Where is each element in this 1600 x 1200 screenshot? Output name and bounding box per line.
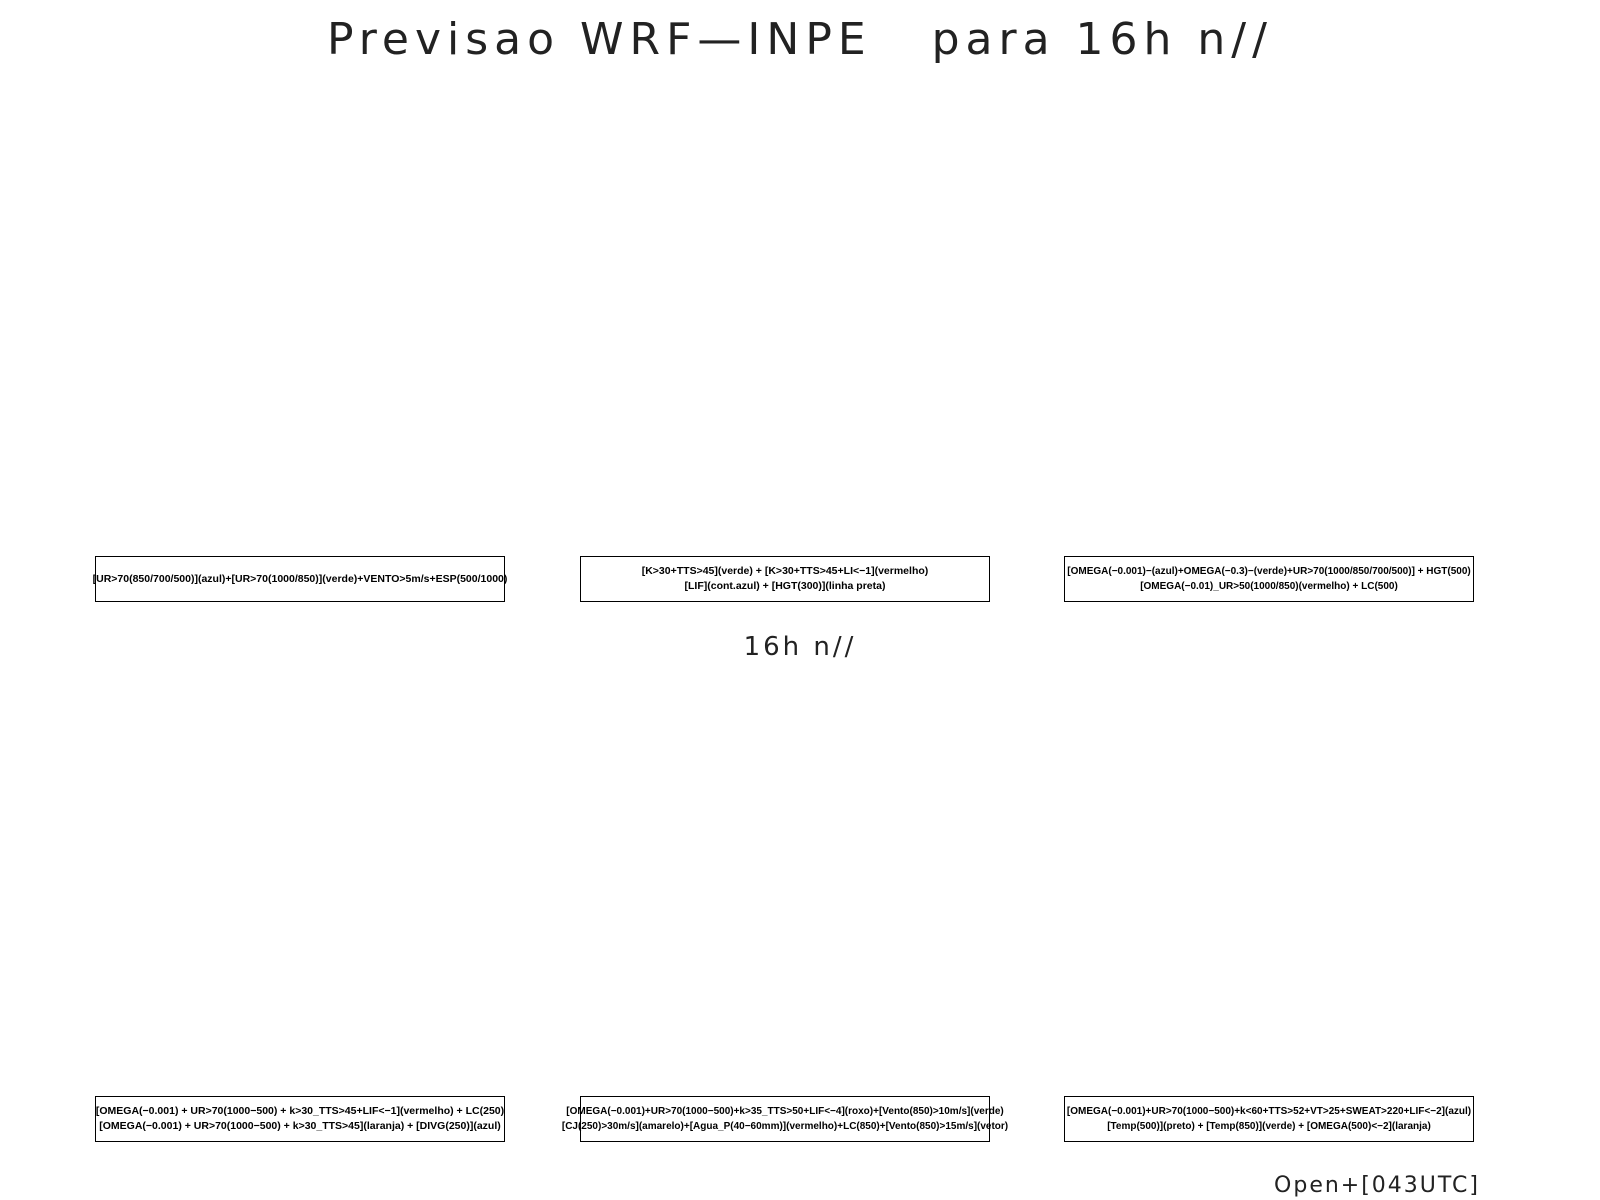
legend-line: [UR>70(850/700/500)](azul)+[UR>70(1000/850)](verde)+VENTO>5m/s+ESP(500/1000)	[92, 572, 508, 585]
legend-box-ur-vento-esp	[92, 556, 508, 602]
legend-line: [CJ(250)>30m/s](amarelo)+[Agua_P(40−60mm)](vermelho)+LC(850)+[Vento(850)>15m/s](vetor)	[561, 1121, 1009, 1132]
legend-line: [OMEGA(−0.001)+UR>70(1000−500)+k<60+TTS>52+VT>25+SWEAT>220+LIF<−2](azul)	[1066, 1106, 1472, 1117]
legend-box-omega-ur-k-tts-lif-lc	[95, 1096, 505, 1142]
page-title: Previsao WRF—INPE para 16h n//	[327, 14, 1273, 65]
legend-line: [OMEGA(−0.001) + UR>70(1000−500) + k>30_TTS>45](laranja) + [DIVG(250)](azul)	[99, 1120, 501, 1132]
legend-box-k-tts-lif-hgt	[580, 556, 990, 602]
legend-line: [K>30+TTS>45](verde) + [K>30+TTS>45+LI<−1](vermelho)	[641, 565, 929, 577]
middle-caption: 16h n//	[743, 632, 857, 662]
legend-line: [Temp(500)](preto) + [Temp(850)](verde) + [OMEGA(500)<−2](laranja)	[1107, 1121, 1431, 1132]
legend-line: [OMEGA(−0.001)+UR>70(1000−500)+k>35_TTS>50+LIF<−4](roxo)+[Vento(850)>10m/s](verde)	[566, 1106, 1004, 1117]
legend-line: [OMEGA(−0.001)−(azul)+OMEGA(−0.3)−(verde)+UR>70(1000/850/700/500)] + HGT(500)	[1067, 566, 1471, 577]
legend-line: [OMEGA(−0.001) + UR>70(1000−500) + k>30_TTS>45+LIF<−1](vermelho) + LC(250)	[95, 1105, 505, 1117]
legend-box-omega-sweat-temp	[1064, 1096, 1474, 1142]
legend-box-omega-ur-hgt-lc	[1064, 556, 1474, 602]
legend-line: [LIF](cont.azul) + [HGT(300)](linha preta)	[684, 580, 886, 592]
footer-timestamp: Open+[043UTC]	[1274, 1173, 1480, 1198]
legend-line: [OMEGA(−0.01)_UR>50(1000/850)(vermelho) + LC(500)	[1140, 581, 1398, 592]
legend-box-omega-cj-agua-vento	[561, 1096, 1009, 1142]
